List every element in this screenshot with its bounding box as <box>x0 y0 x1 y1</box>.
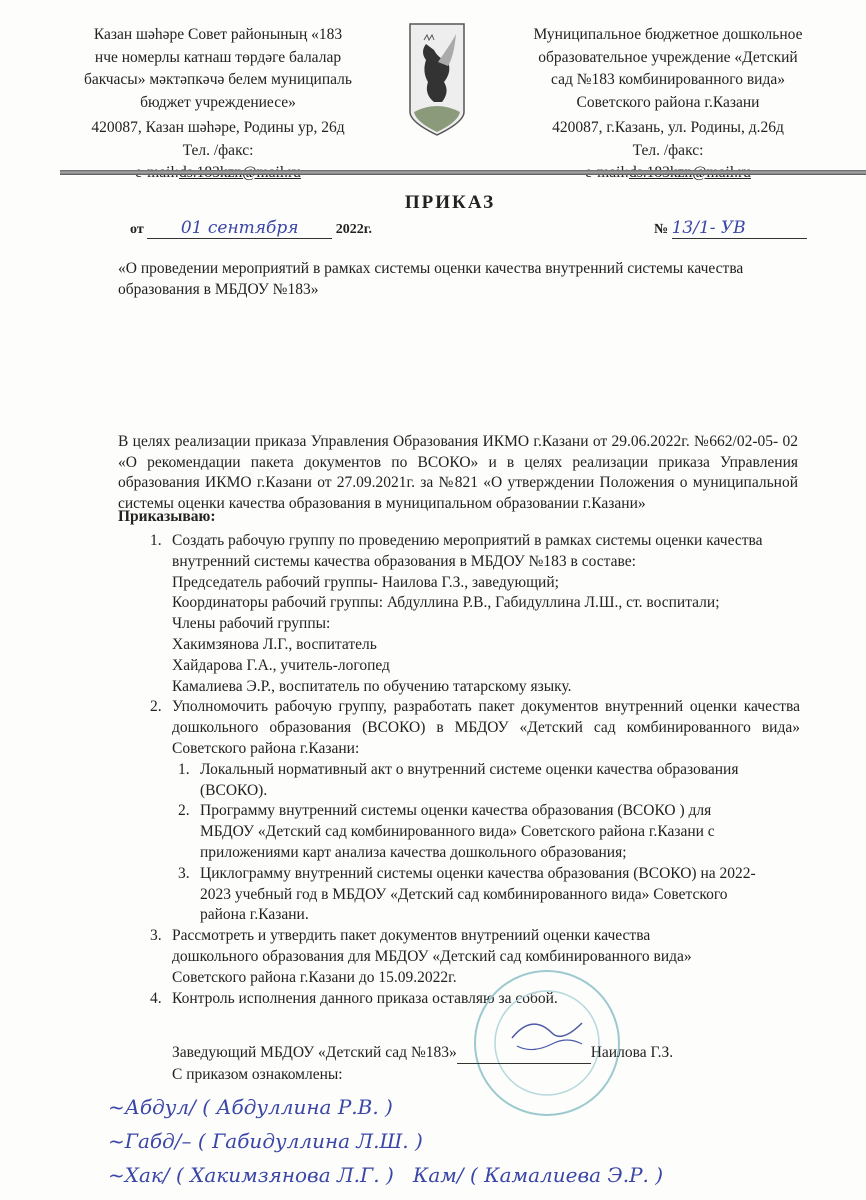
order-items <box>150 531 800 1009</box>
phone: Тел. /факс: <box>182 141 254 159</box>
order-heading: Приказываю: <box>118 508 216 525</box>
order-subject: «О проведении мероприятий в рамках системы оценки качества внутренний системы качества образования в МБДОУ №183» <box>118 260 744 298</box>
signature-line <box>457 1042 591 1064</box>
item-text: Циклограмму внутренний системы оценки качества образования (ВСОКО) на 2022-2023 учебный год в МБДОУ «Детский сад комбинированного вида» Советского района г.Казани. <box>200 864 756 924</box>
order-date-line <box>130 218 372 239</box>
item-line: Хайдарова Г.А., учитель-логопед <box>172 656 390 674</box>
phone: Тел. /факс: <box>632 141 704 159</box>
item-text: Программу внутренний системы оценки качества образования (ВСОКО ) для МБДОУ «Детский сад комбинированного вида» Советского района г.Казани с приложениями карт анализа качества дошкольного образования; <box>200 802 715 861</box>
handwritten-name: Хакимзянова Л.Г. <box>190 1163 380 1187</box>
item-text: Локальный нормативный акт о внутренний системе оценки качества образования (ВСОКО). <box>200 760 739 799</box>
item-number: 2. <box>150 698 162 716</box>
handwritten-signature: ~Абдул/ ( Абдуллина Р.В. ) <box>108 1095 393 1119</box>
item-line: Камалиева Э.Р., воспитатель по обучению татарскому языку. <box>172 677 572 695</box>
item-number: 2. <box>178 802 190 820</box>
order-number-line <box>654 218 807 239</box>
order-item <box>150 926 732 988</box>
order-item <box>150 531 800 697</box>
item-text: Рассмотреть и утвердить пакет документов внутрениий оценки качества дошкольного образования для МБДОУ «Детский сад комбинированного вида» Советского района г.Казани до 15.09.2022г. <box>172 927 692 986</box>
signatory-position: Заведующий МБДОУ «Детский сад №183» <box>172 1044 457 1061</box>
handwritten-signature: ~Габд/– ( Габидуллина Л.Ш. ) <box>108 1129 423 1153</box>
header-line: нче номерлы катнаш төрдәге балалар <box>94 48 342 66</box>
signatory-name: Наилова Г.З. <box>590 1044 674 1061</box>
sub-item <box>178 760 760 802</box>
handwritten-acknowledgements <box>108 1090 663 1192</box>
header-line: образовательное учреждение «Детский <box>538 48 798 66</box>
acknowledged-label: С приказом ознакомлены: <box>172 1066 343 1083</box>
header-line: Казан шәһәре Совет районының «183 <box>93 26 343 43</box>
order-year: 2022г. <box>335 222 372 237</box>
item-line: Члены рабочий группы: <box>172 615 331 633</box>
item-line: Координаторы рабочий группы: Абдуллина Р.В., Габидуллина Л.Ш., ст. воспитали; <box>172 594 720 612</box>
item-text: Контроль исполнения данного приказа оставляю за собой. <box>172 989 558 1007</box>
address: 420087, г.Казань, ул. Родины, д.26д <box>552 119 784 136</box>
item-number: 3. <box>150 927 162 945</box>
item-text: Уполномочить рабочую группу, разработать пакет документов внутренний оценки качества дошкольного образования (ВСОКО) в МБДОУ «Детский сад комбинированного вида» Советского района г.Казани: <box>172 698 800 757</box>
header-line: Муниципальное бюджетное дошкольное <box>533 26 803 43</box>
header-line: сад №183 комбинированного вида» <box>551 71 785 88</box>
address: 420087, Казан шәһәре, Родины ур, 26д <box>91 119 345 136</box>
item-number: 1. <box>178 760 190 778</box>
header-line: бакчасы» мәктәпкәчә белем муниципаль <box>84 71 352 88</box>
item-number: 4. <box>150 989 162 1007</box>
handwritten-signature: ~Хак/ ( Хакимзянова Л.Г. ) Кам/ ( Камалиева Э.Р. ) <box>108 1163 664 1187</box>
item-line: Хакимзянова Л.Г., воспитатель <box>172 635 377 653</box>
dragon-icon <box>408 22 466 137</box>
order-item <box>150 697 800 926</box>
handwritten-name: Камалиева Э.Р. <box>484 1163 649 1187</box>
handwritten-number: 13/1- УВ <box>672 218 807 239</box>
handwritten-name: Габидуллина Л.Ш. <box>212 1129 409 1153</box>
org-name-tatar <box>68 24 368 114</box>
header-line: Советского района г.Казани <box>576 93 760 111</box>
number-label: № <box>654 222 669 237</box>
handwritten-date: 01 сентября <box>147 218 332 239</box>
sub-item <box>178 801 760 863</box>
sub-item <box>178 864 760 926</box>
from-label: от <box>130 222 144 237</box>
header-right <box>518 24 818 185</box>
item-line: Председатель рабочий группы- Наилова Г.З., заведующий; <box>172 573 559 591</box>
signature-block <box>172 1042 673 1085</box>
header-divider <box>60 170 866 175</box>
item-number: 1. <box>150 532 162 549</box>
coat-of-arms-emblem <box>408 22 466 137</box>
header-left <box>68 24 368 185</box>
item-text: Создать рабочую группу по проведению мероприятий в рамках системы оценки качества внутренний системы качества образования в МБДОУ №183 в составе: <box>172 532 763 570</box>
org-name-russian <box>518 24 818 114</box>
handwritten-name: Абдуллина Р.В. <box>216 1095 379 1119</box>
preamble: В целях реализации приказа Управления Образования ИКМО г.Казани от 29.06.2022г. №662/02-05- 02 «О рекомендации пакета документов по ВСОКО» и в целях реализации приказа Управления образования ИКМО г.Казани от 27.09.2021г. за №821 «О утверждении Положения о муниципальной системы оценки качества образования в муниципальном образовании г.Казани» <box>118 433 798 512</box>
header-line: бюджет учреждениесе» <box>140 93 296 111</box>
item-number: 3. <box>178 864 190 882</box>
document-title: ПРИКАЗ <box>404 192 496 213</box>
signatory-line <box>172 1042 673 1064</box>
